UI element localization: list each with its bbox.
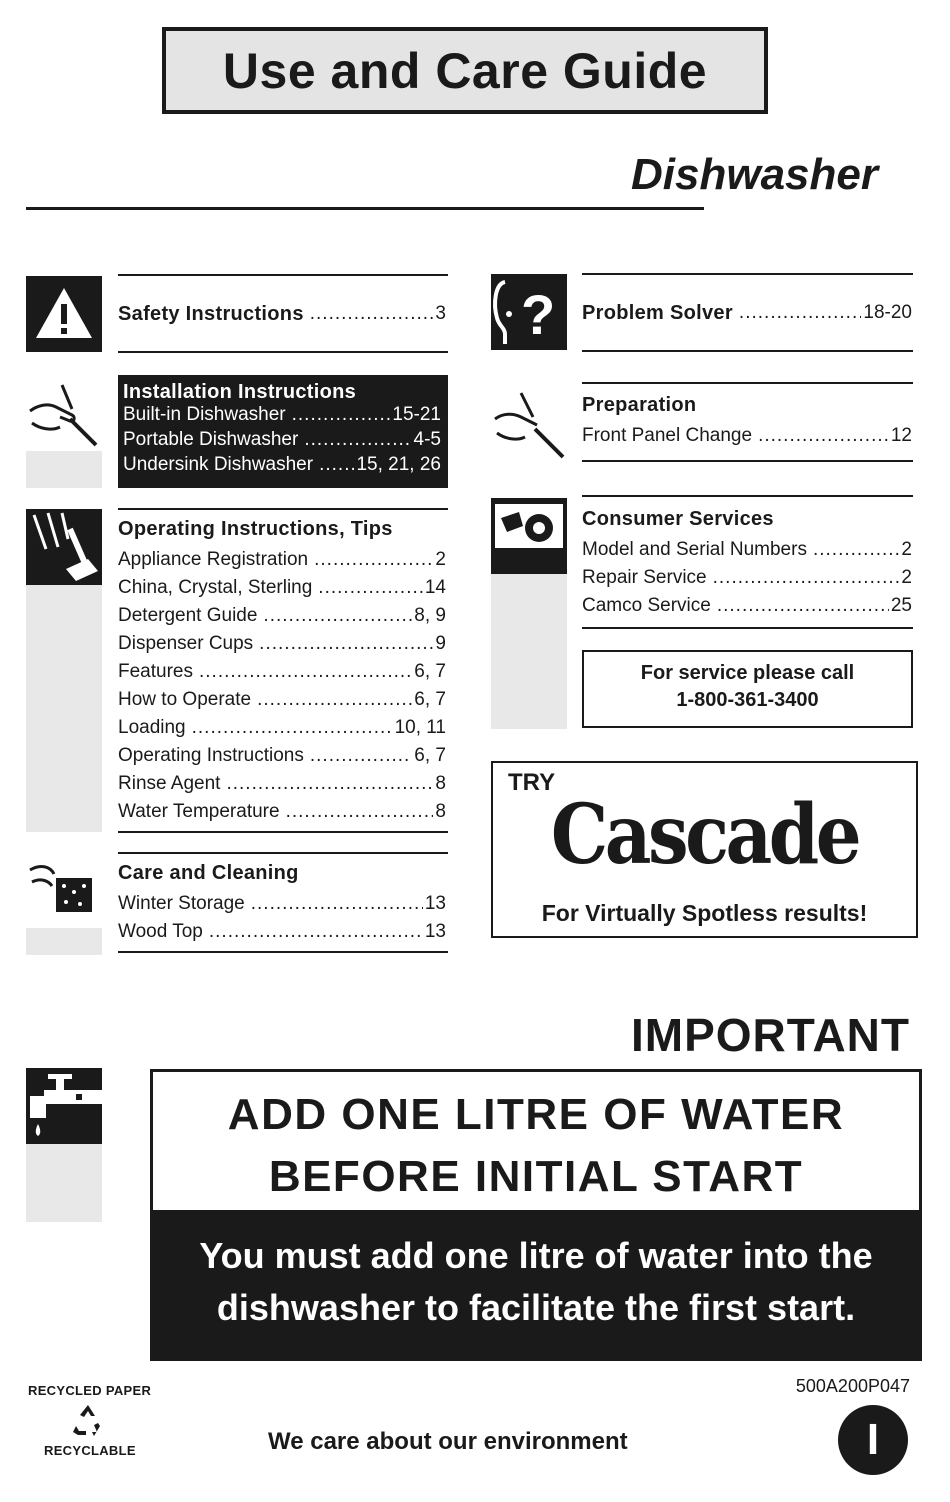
toc-item[interactable]: Winter Storage ..... 13 (118, 890, 446, 918)
consumer-section (582, 508, 912, 620)
toc-item[interactable]: Water Temperature ..... 8 (118, 798, 446, 826)
toc-item[interactable]: Loading ..... 10, 11 (118, 714, 446, 742)
cascade-logo: Cascade (550, 787, 859, 883)
recycled-paper-label: RECYCLED PAPER (28, 1383, 152, 1398)
toc-item[interactable]: Wood Top ..... 13 (118, 918, 446, 946)
water-heading (153, 1084, 919, 1208)
toc-problem[interactable] (582, 299, 912, 327)
toc-item[interactable]: How to Operate ..... 6, 7 (118, 686, 446, 714)
important-label: IMPORTANT (630, 1009, 910, 1061)
care-rule-bottom (118, 951, 448, 953)
toc-problem-label: Problem Solver (582, 301, 733, 324)
svg-text:?: ? (521, 283, 556, 346)
preparation-hand-icon (491, 385, 567, 461)
water-tap-icon (26, 1068, 102, 1144)
toc-item[interactable]: Front Panel Change ..... 12 (582, 422, 912, 450)
safety-rule-top (118, 274, 448, 276)
toc-item[interactable]: Appliance Registration ..... 2 (118, 546, 446, 574)
page-subtitle: Dishwasher (631, 150, 878, 199)
consumer-heading: Consumer Services (582, 508, 774, 530)
ad-tagline: For Virtually Spotless results! (541, 900, 868, 926)
cascade-ad (491, 761, 918, 938)
toc-safety-page: 3 (435, 303, 446, 324)
toc-item[interactable]: Operating Instructions ..... 6, 7 (118, 742, 446, 770)
operating-rule-top (118, 508, 448, 510)
toc-item[interactable]: Rinse Agent ..... 8 (118, 770, 446, 798)
ad-try-label: TRY (508, 769, 556, 796)
toc-item[interactable]: Portable Dishwasher ..... 4-5 (123, 427, 441, 452)
operating-section (118, 518, 446, 826)
header-divider (26, 207, 704, 210)
problem-face-icon (491, 274, 567, 350)
service-phone[interactable]: 1-800-361-3400 (676, 689, 819, 711)
problem-rule-top (582, 273, 913, 275)
recycle-icon (70, 1402, 106, 1438)
installation-section (118, 375, 448, 488)
water-instruction-line1: You must add one litre of water into the (199, 1235, 873, 1276)
consumer-rule-top (582, 495, 913, 497)
toc-item[interactable]: Camco Service ..... 25 (582, 592, 912, 620)
water-heading-line2: BEFORE INITIAL START (268, 1152, 804, 1201)
preparation-rule-bottom (582, 460, 913, 462)
consumer-rule-bottom (582, 627, 913, 629)
toc-item[interactable]: Detergent Guide ..... 8, 9 (118, 602, 446, 630)
water-heading-line1: ADD ONE LITRE OF WATER (227, 1090, 845, 1139)
preparation-rule-top (582, 382, 913, 384)
installation-hand-icon (26, 375, 102, 451)
toc-item[interactable]: Undersink Dishwasher ..... 15, 21, 26 (123, 452, 441, 477)
water-instruction-line2: dishwasher to facilitate the first start. (216, 1287, 856, 1328)
service-callout (582, 650, 913, 728)
installation-heading: Installation Instructions (123, 381, 357, 403)
preparation-section (582, 394, 912, 450)
page-title: Use and Care Guide (222, 42, 708, 99)
toc-problem-page: 18-20 (863, 302, 912, 323)
warning-icon (26, 276, 102, 352)
toc-safety-label: Safety Instructions (118, 302, 304, 325)
toc-item[interactable]: Dispenser Cups ..... 9 (118, 630, 446, 658)
care-heading: Care and Cleaning (118, 862, 299, 884)
service-text: For service please call (640, 662, 855, 684)
telephone-icon (491, 498, 567, 574)
language-badge: I (838, 1405, 908, 1475)
problem-rule-bottom (582, 350, 913, 352)
sponge-icon (26, 852, 102, 928)
part-number: 500A200P047 (795, 1376, 910, 1396)
toc-item[interactable]: Built-in Dishwasher ..... 15-21 (123, 402, 441, 427)
care-rule-top (118, 852, 448, 854)
toc-item[interactable]: Repair Service ..... 2 (582, 564, 912, 592)
safety-rule-bottom (118, 351, 448, 353)
operating-rule-bottom (118, 831, 448, 833)
environment-slogan: We care about our environment (268, 1428, 628, 1455)
toc-safety[interactable] (118, 300, 446, 328)
care-section (118, 862, 446, 946)
recyclable-label: RECYCLABLE (44, 1443, 136, 1458)
toc-item[interactable]: China, Crystal, Sterling ..... 14 (118, 574, 446, 602)
preparation-heading: Preparation (582, 394, 697, 416)
water-notice (150, 1069, 922, 1361)
pressing-finger-icon (26, 509, 102, 585)
operating-heading: Operating Instructions, Tips (118, 518, 393, 540)
toc-item[interactable]: Features ..... 6, 7 (118, 658, 446, 686)
toc-item[interactable]: Model and Serial Numbers ..... 2 (582, 536, 912, 564)
water-instructions (153, 1210, 919, 1358)
title-box (162, 27, 768, 114)
